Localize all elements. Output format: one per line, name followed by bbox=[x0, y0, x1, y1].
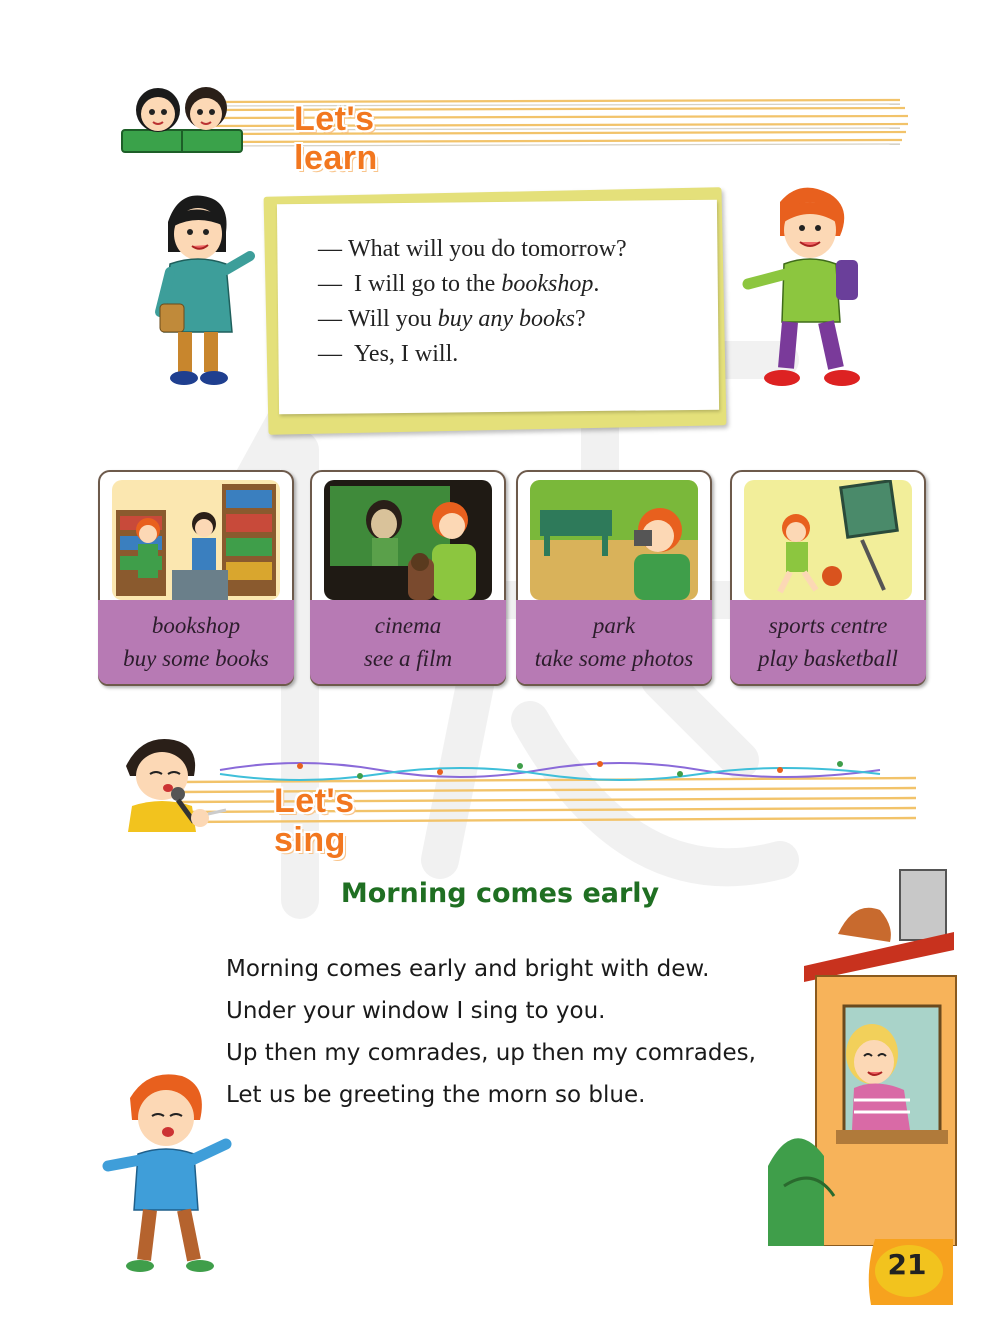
vocab-activity: buy some books bbox=[123, 646, 269, 671]
song-line: Morning comes early and bright with dew. bbox=[226, 956, 710, 982]
dialog-dash: — bbox=[318, 341, 342, 367]
vocab-activity: play basketball bbox=[758, 646, 898, 671]
reading-kids-illustration bbox=[118, 78, 248, 156]
dialog-emphasis: buy any books bbox=[437, 306, 575, 332]
vocab-label bbox=[310, 600, 506, 684]
song-line: Up then my comrades, up then my comrades, bbox=[226, 1040, 756, 1066]
dialog-text: I will go to the bbox=[354, 271, 502, 297]
dialog-text: Yes, I will. bbox=[354, 341, 459, 367]
boy-illustration bbox=[740, 182, 870, 394]
dialog-dash: — bbox=[318, 236, 342, 262]
vocab-place: sports centre bbox=[768, 613, 888, 638]
shrugging-boy-illustration bbox=[100, 1068, 240, 1272]
dialog-line-3 bbox=[318, 302, 718, 337]
vocab-label bbox=[730, 600, 926, 684]
vocab-label bbox=[98, 600, 294, 684]
vocab-card-cinema bbox=[310, 470, 506, 686]
lets-learn-title: Let's learn bbox=[294, 100, 378, 177]
vocab-card-sports-centre bbox=[730, 470, 926, 686]
song-line: Let us be greeting the morn so blue. bbox=[226, 1082, 646, 1108]
dialog-line-1 bbox=[318, 232, 718, 267]
song-line: Under your window I sing to you. bbox=[226, 998, 606, 1024]
dialog-emphasis: bookshop bbox=[501, 271, 594, 297]
cinema-picture bbox=[324, 480, 492, 600]
dialog-text: What will you do tomorrow? bbox=[348, 236, 627, 262]
vocab-activity: see a film bbox=[363, 646, 453, 671]
song-title: Morning comes early bbox=[340, 878, 660, 909]
dialog-dash: — bbox=[318, 271, 342, 297]
sports-centre-picture bbox=[744, 480, 912, 600]
vocab-card-park bbox=[516, 470, 712, 686]
dialog-text: . bbox=[593, 271, 600, 297]
lets-sing-title: Let's sing bbox=[274, 782, 355, 859]
dialog-text: Will you bbox=[348, 306, 438, 332]
vocab-place: cinema bbox=[374, 613, 442, 638]
vocab-card-bookshop bbox=[98, 470, 294, 686]
bookshop-picture bbox=[112, 480, 280, 600]
singing-boy-illustration bbox=[112, 732, 232, 832]
page-number: 21 bbox=[887, 1248, 927, 1281]
vocab-activity: take some photos bbox=[534, 646, 694, 671]
vocab-place: bookshop bbox=[151, 613, 241, 638]
dialog-line-4 bbox=[318, 337, 718, 372]
girl-illustration bbox=[148, 192, 258, 392]
house-window-illustration bbox=[764, 866, 964, 1246]
dialog-lines bbox=[318, 232, 718, 372]
song-lyrics bbox=[226, 948, 826, 1116]
dialog-dash: — bbox=[318, 306, 342, 332]
dialog-line-2 bbox=[318, 267, 718, 302]
park-picture bbox=[530, 480, 698, 600]
dialog-text: ? bbox=[575, 306, 586, 332]
vocab-label bbox=[516, 600, 712, 684]
vocab-place: park bbox=[592, 613, 636, 638]
